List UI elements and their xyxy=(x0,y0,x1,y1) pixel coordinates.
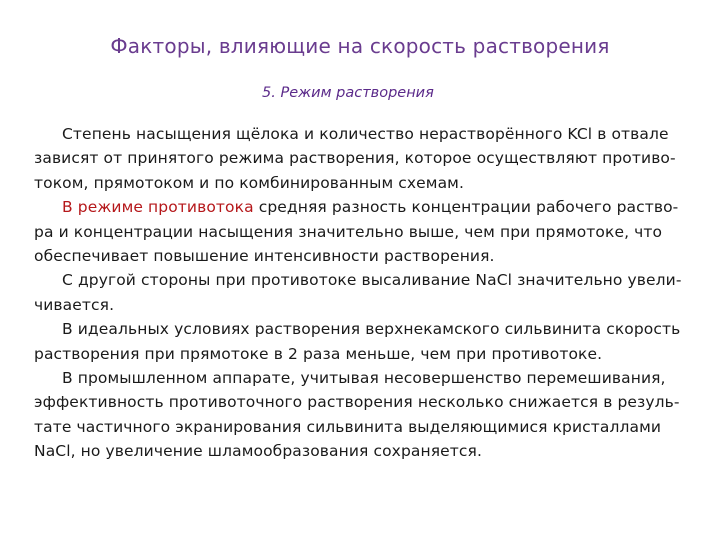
text-line: эффективность противоточного растворения несколько снижается в резуль- xyxy=(34,393,680,412)
text-line: В идеальных условиях растворения верхнекамского сильвинита скорость xyxy=(62,320,681,339)
text-line: растворения при прямотоке в 2 раза меньше, чем при противотоке. xyxy=(34,344,603,363)
text-line: зависят от принятого режима растворения, которое осуществляют противо- xyxy=(34,149,676,168)
text-line: чивается. xyxy=(34,295,115,314)
text-line-highlighted xyxy=(34,195,689,219)
body-text xyxy=(34,122,689,464)
text-line: NaCl, но увеличение шламообразования сохраняется. xyxy=(34,442,482,461)
highlighted-phrase: В режиме противотока xyxy=(62,198,254,217)
text-line: В промышленном аппарате, учитывая несовершенство перемешивания, xyxy=(62,369,666,388)
text-line: ра и концентрации насыщения значительно выше, чем при прямотоке, что xyxy=(34,222,663,241)
text-line: тате частичного экранирования сильвинита выделяющимися кристаллами xyxy=(34,417,662,436)
slide-title: Факторы, влияющие на скорость растворения xyxy=(110,34,610,58)
text-line: Степень насыщения щёлока и количество нерастворённого KCl в отвале xyxy=(62,125,669,143)
text-line-rest: средняя разность концентрации рабочего раство- xyxy=(253,198,679,217)
text-line: обеспечивает повышение интенсивности растворения. xyxy=(34,247,495,266)
text-line: С другой стороны при противотоке высаливание NaCl значительно увели- xyxy=(62,271,682,290)
text-line: током, прямотоком и по комбинированным схемам. xyxy=(34,173,465,192)
section-subtitle: 5. Режим растворения xyxy=(262,85,434,101)
